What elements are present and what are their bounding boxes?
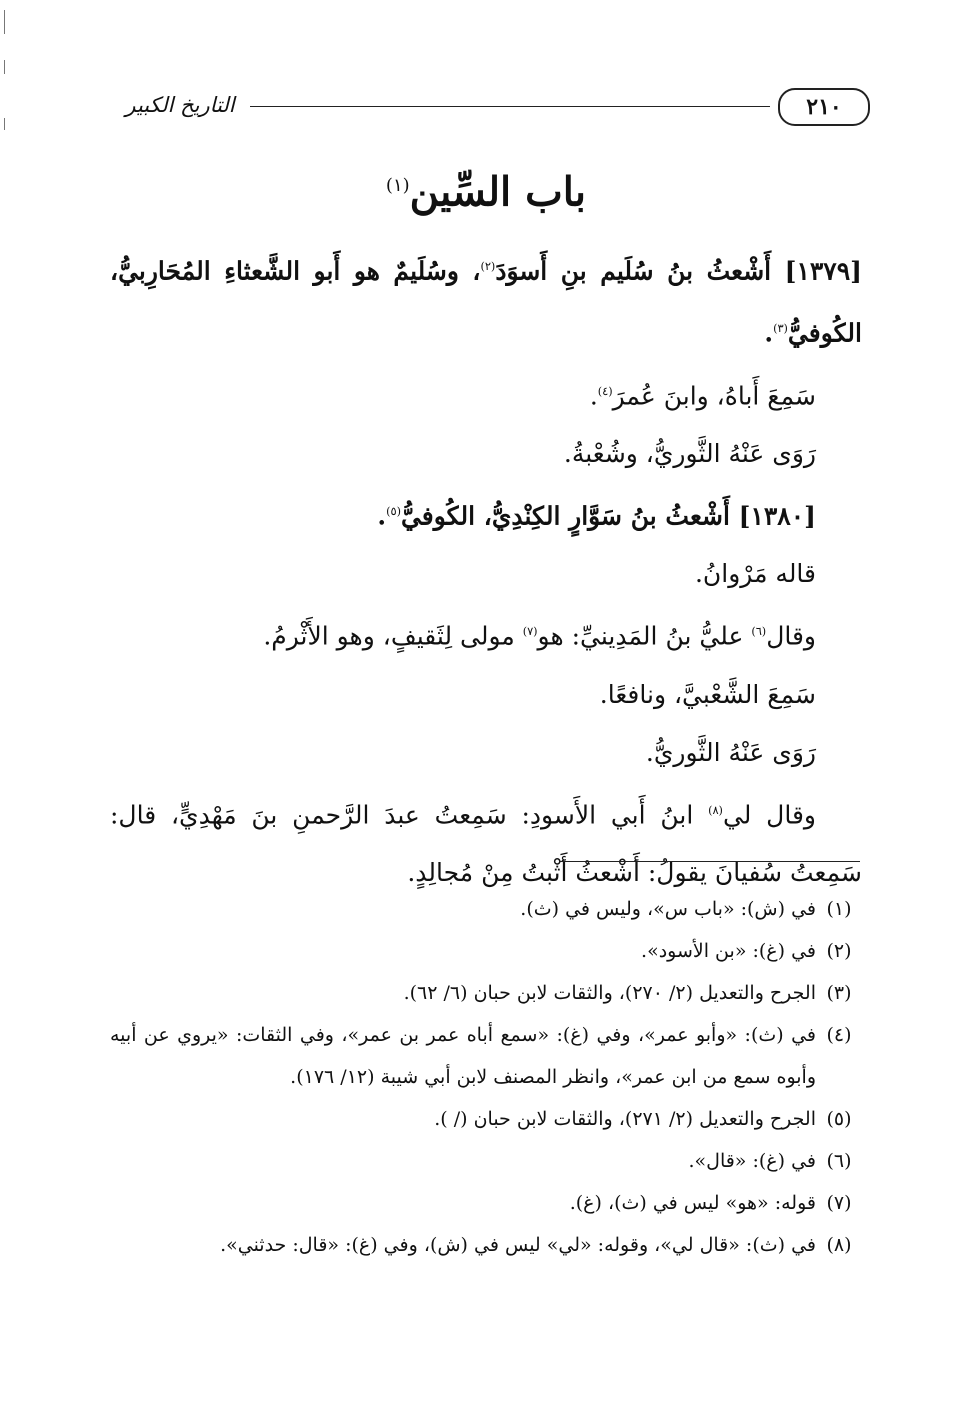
scan-edge-mark xyxy=(4,60,5,74)
said-line xyxy=(110,603,862,665)
footnote xyxy=(110,1140,862,1182)
footnote-text: الجرح والتعديل (٢/ ٢٧١)، والثقات لابن حبان (/ ). xyxy=(434,1108,816,1130)
footnote-number: (١) xyxy=(826,898,852,920)
footnote xyxy=(110,1014,862,1098)
footnote-text: في (ش): «باب س»، وليس في (ث). xyxy=(520,898,816,920)
entry-text: [١٣٧٩] أَشْعثُ بنُ سُلَيم بنِ أَسوَدَ xyxy=(495,256,862,286)
footnote-number: (٧) xyxy=(826,1192,852,1214)
narrated-line: رَوَى عَنْهُ الثَّوريُّ، وشُعْبةُ. xyxy=(563,438,816,468)
chapter-title-text: باب السِّين xyxy=(409,168,587,216)
said-line: قاله مَرْوانُ. xyxy=(694,559,816,589)
footnote-ref: (٦) xyxy=(751,625,767,639)
entry-1379 xyxy=(110,238,862,363)
entry-text: سَمِعَ أَباهُ، وابنَ عُمرَ xyxy=(612,380,816,410)
footnote-number: (٤) xyxy=(826,1024,852,1046)
footnote-ref: (٣) xyxy=(773,322,788,336)
entry-text: . xyxy=(377,501,387,531)
footnote-ref: (٧) xyxy=(522,625,538,639)
entry-text: . xyxy=(589,380,598,410)
footnote xyxy=(110,1182,862,1224)
heard-line: سَمِعَ الشَّعْبيَّ، ونافعًا. xyxy=(599,679,816,709)
footnote-text: في (ث): «قال لي»، وقوله: «لي» ليس في (ش)، وفي (غ): «قال: حدثني». xyxy=(220,1234,816,1256)
footnote-number: (٣) xyxy=(826,982,852,1004)
footnote-ref: (٥) xyxy=(386,504,401,518)
book-title: التاريخ الكبير xyxy=(125,93,235,117)
scan-edge-mark xyxy=(4,10,5,34)
entry-text: وقال xyxy=(766,621,816,651)
footnote-separator xyxy=(560,861,860,862)
entry-text: ابنُ أَبي الأَسودِ: سَمِعتُ عبدَ الرَّحمنِ بنَ مَهْدِيٍّ، قال: سَمِعتُ سُفيانَ يقولُ: أَشْعثُ أَثْبتُ مِنْ مُجالِدٍ. xyxy=(110,799,862,887)
chapter-title xyxy=(110,158,862,220)
entry-text: وقال لي xyxy=(722,799,816,829)
said-line xyxy=(110,782,862,902)
page-header xyxy=(110,88,870,128)
entry-text: [١٣٨٠] أَشْعثُ بنُ سَوَّارٍ الكِنْدِيُّ، الكُوفيُّ xyxy=(400,501,816,531)
footnote-number: (٢) xyxy=(826,940,852,962)
footnote xyxy=(110,1224,862,1266)
footnote-text: في (غ): «قال». xyxy=(688,1150,816,1172)
footnote-ref: (١) xyxy=(385,175,410,196)
entry-text: مولى لِثَقيفٍ، وهو الأَثْرمُ. xyxy=(263,621,523,651)
scan-edge-mark xyxy=(4,118,5,130)
footnote-ref: (٨) xyxy=(708,803,723,817)
footnote xyxy=(110,1098,862,1140)
footnote-text: قوله: «هو» ليس في (ث)، (غ). xyxy=(569,1192,816,1214)
entry-text: . xyxy=(764,318,774,348)
entry-text: عليُّ بنُ المَدِينيِّ: هو xyxy=(537,621,752,651)
header-rule xyxy=(250,106,770,107)
entry-1380 xyxy=(110,483,862,545)
entry-text: ، وسُلَيمٌ هو أَبو الشَّعثاءِ المُحَارِبيُّ، الكُوفيُّ xyxy=(110,256,862,348)
footnotes xyxy=(110,888,862,1266)
footnote-ref: (٤) xyxy=(597,384,613,398)
footnote-number: (٥) xyxy=(826,1108,852,1130)
footnote-ref: (٢) xyxy=(480,260,496,273)
footnote xyxy=(110,888,862,930)
footnote xyxy=(110,972,862,1014)
main-text xyxy=(110,238,862,902)
heard-line xyxy=(110,363,862,425)
narrated-line: رَوَى عَنْهُ الثَّوريُّ. xyxy=(645,737,816,767)
footnote xyxy=(110,930,862,972)
footnote-text: في (ث): «وأبو عمر»، وفي (غ): «سمع أباه عمر بن عمر»، وفي الثقات: «يروي عن أبيه وأبوه سمع من ابن عمر»، وانظر المصنف لابن أبي شيبة (١٢/ ١٧٦). xyxy=(110,1024,816,1088)
footnote-number: (٨) xyxy=(826,1234,852,1256)
footnote-text: في (غ): «بن الأسود». xyxy=(641,940,816,962)
footnote-number: (٦) xyxy=(826,1150,852,1172)
page-number: ٢١٠ xyxy=(778,88,870,126)
footnote-text: الجرح والتعديل (٢/ ٢٧٠)، والثقات لابن حبان (٦/ ٦٢). xyxy=(403,982,816,1004)
